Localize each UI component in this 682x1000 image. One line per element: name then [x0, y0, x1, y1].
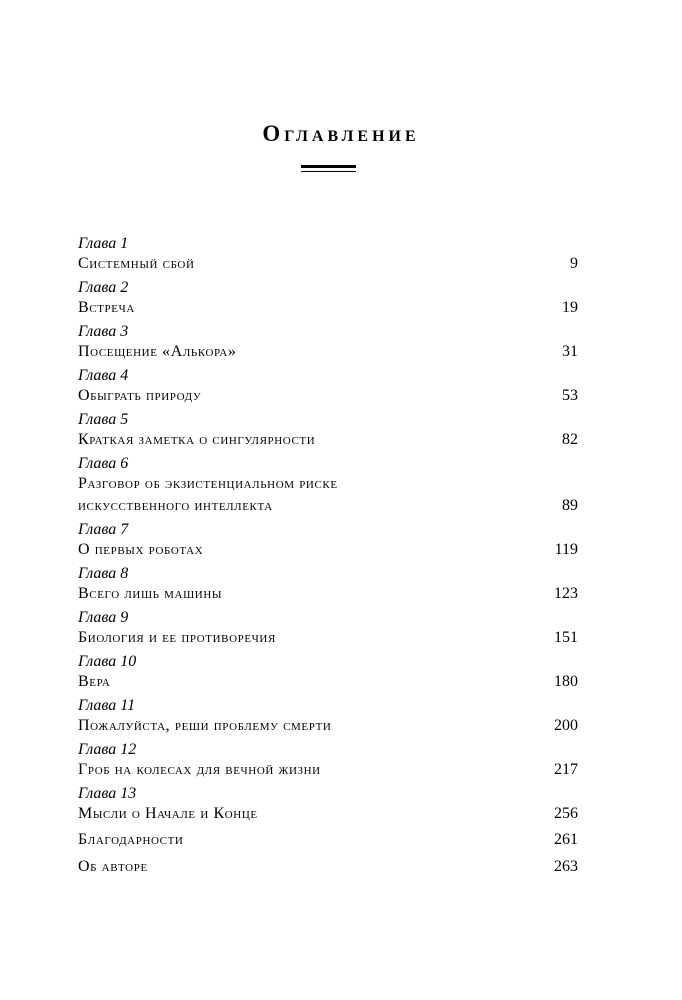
page-number: 89 — [562, 497, 578, 514]
page-number: 31 — [562, 343, 578, 360]
chapter-label: Глава 7 — [78, 521, 129, 538]
chapter-title: О первых роботах — [78, 541, 204, 558]
chapter-label: Глава 8 — [78, 565, 129, 582]
chapter-title: Обыграть природу — [78, 387, 202, 404]
page-number: 217 — [554, 761, 578, 778]
page-number: 180 — [554, 673, 578, 690]
chapter-title: Системный сбой — [78, 255, 195, 272]
chapter-label: Глава 12 — [78, 741, 137, 758]
page-number: 256 — [554, 805, 578, 822]
chapter-label: Глава 11 — [78, 697, 136, 714]
page-number: 119 — [554, 541, 578, 558]
page-number: 9 — [570, 255, 578, 272]
chapter-label: Глава 2 — [78, 279, 129, 296]
page-number: 123 — [554, 585, 578, 602]
page-number: 53 — [562, 387, 578, 404]
chapter-title: Вера — [78, 673, 111, 690]
chapter-label: Глава 4 — [78, 367, 129, 384]
page-title: Оглавление — [262, 121, 420, 146]
page-number: 200 — [554, 717, 578, 734]
toc-entry-chapter-13[interactable] — [78, 784, 578, 825]
toc-entry-chapter-8[interactable] — [78, 564, 578, 605]
table-of-contents — [78, 234, 578, 883]
chapter-title: Пожалуйста, реши проблему смерти — [78, 717, 332, 734]
toc-entry-chapter-10[interactable] — [78, 652, 578, 693]
section-title: Об авторе — [78, 858, 148, 875]
toc-entry-about-author[interactable] — [78, 856, 578, 878]
toc-entry-chapter-12[interactable] — [78, 740, 578, 781]
chapter-title: Мысли о Начале и Конце — [78, 805, 258, 822]
toc-entry-chapter-1[interactable] — [78, 234, 578, 275]
chapter-label: Глава 5 — [78, 411, 129, 428]
toc-entry-acknowledgements[interactable] — [78, 829, 578, 851]
toc-entry-chapter-11[interactable] — [78, 696, 578, 737]
chapter-title: Биология и ее противоречия — [78, 629, 276, 646]
page-number: 19 — [562, 299, 578, 316]
toc-entry-chapter-9[interactable] — [78, 608, 578, 649]
chapter-title-line-2: искусственного интеллекта — [78, 497, 273, 514]
toc-entry-chapter-3[interactable] — [78, 322, 578, 363]
page-number: 151 — [554, 629, 578, 646]
chapter-title: Всего лишь машины — [78, 585, 223, 602]
title-underline-ornament — [301, 165, 356, 172]
toc-entry-chapter-2[interactable] — [78, 278, 578, 319]
page-number: 263 — [554, 858, 578, 875]
chapter-title: Краткая заметка о сингулярности — [78, 431, 316, 448]
ornament-thick-rule — [301, 165, 356, 168]
chapter-title-line-1: Разговор об экзистенциальном риске — [78, 475, 338, 492]
chapter-label: Глава 1 — [78, 235, 129, 252]
section-title: Благодарности — [78, 831, 184, 848]
chapter-title: Посещение «Алькора» — [78, 343, 237, 360]
ornament-thin-rule — [301, 171, 356, 172]
chapter-title: Встреча — [78, 299, 135, 316]
page-number: 261 — [554, 831, 578, 848]
chapter-label: Глава 10 — [78, 653, 137, 670]
chapter-label: Глава 9 — [78, 609, 129, 626]
page-number: 82 — [562, 431, 578, 448]
chapter-label: Глава 3 — [78, 323, 129, 340]
toc-entry-chapter-6[interactable] — [78, 454, 578, 517]
chapter-label: Глава 6 — [78, 455, 129, 472]
toc-entry-chapter-7[interactable] — [78, 520, 578, 561]
chapter-label: Глава 13 — [78, 785, 137, 802]
toc-entry-chapter-4[interactable] — [78, 366, 578, 407]
toc-entry-chapter-5[interactable] — [78, 410, 578, 451]
chapter-title: Гроб на колесах для вечной жизни — [78, 761, 321, 778]
